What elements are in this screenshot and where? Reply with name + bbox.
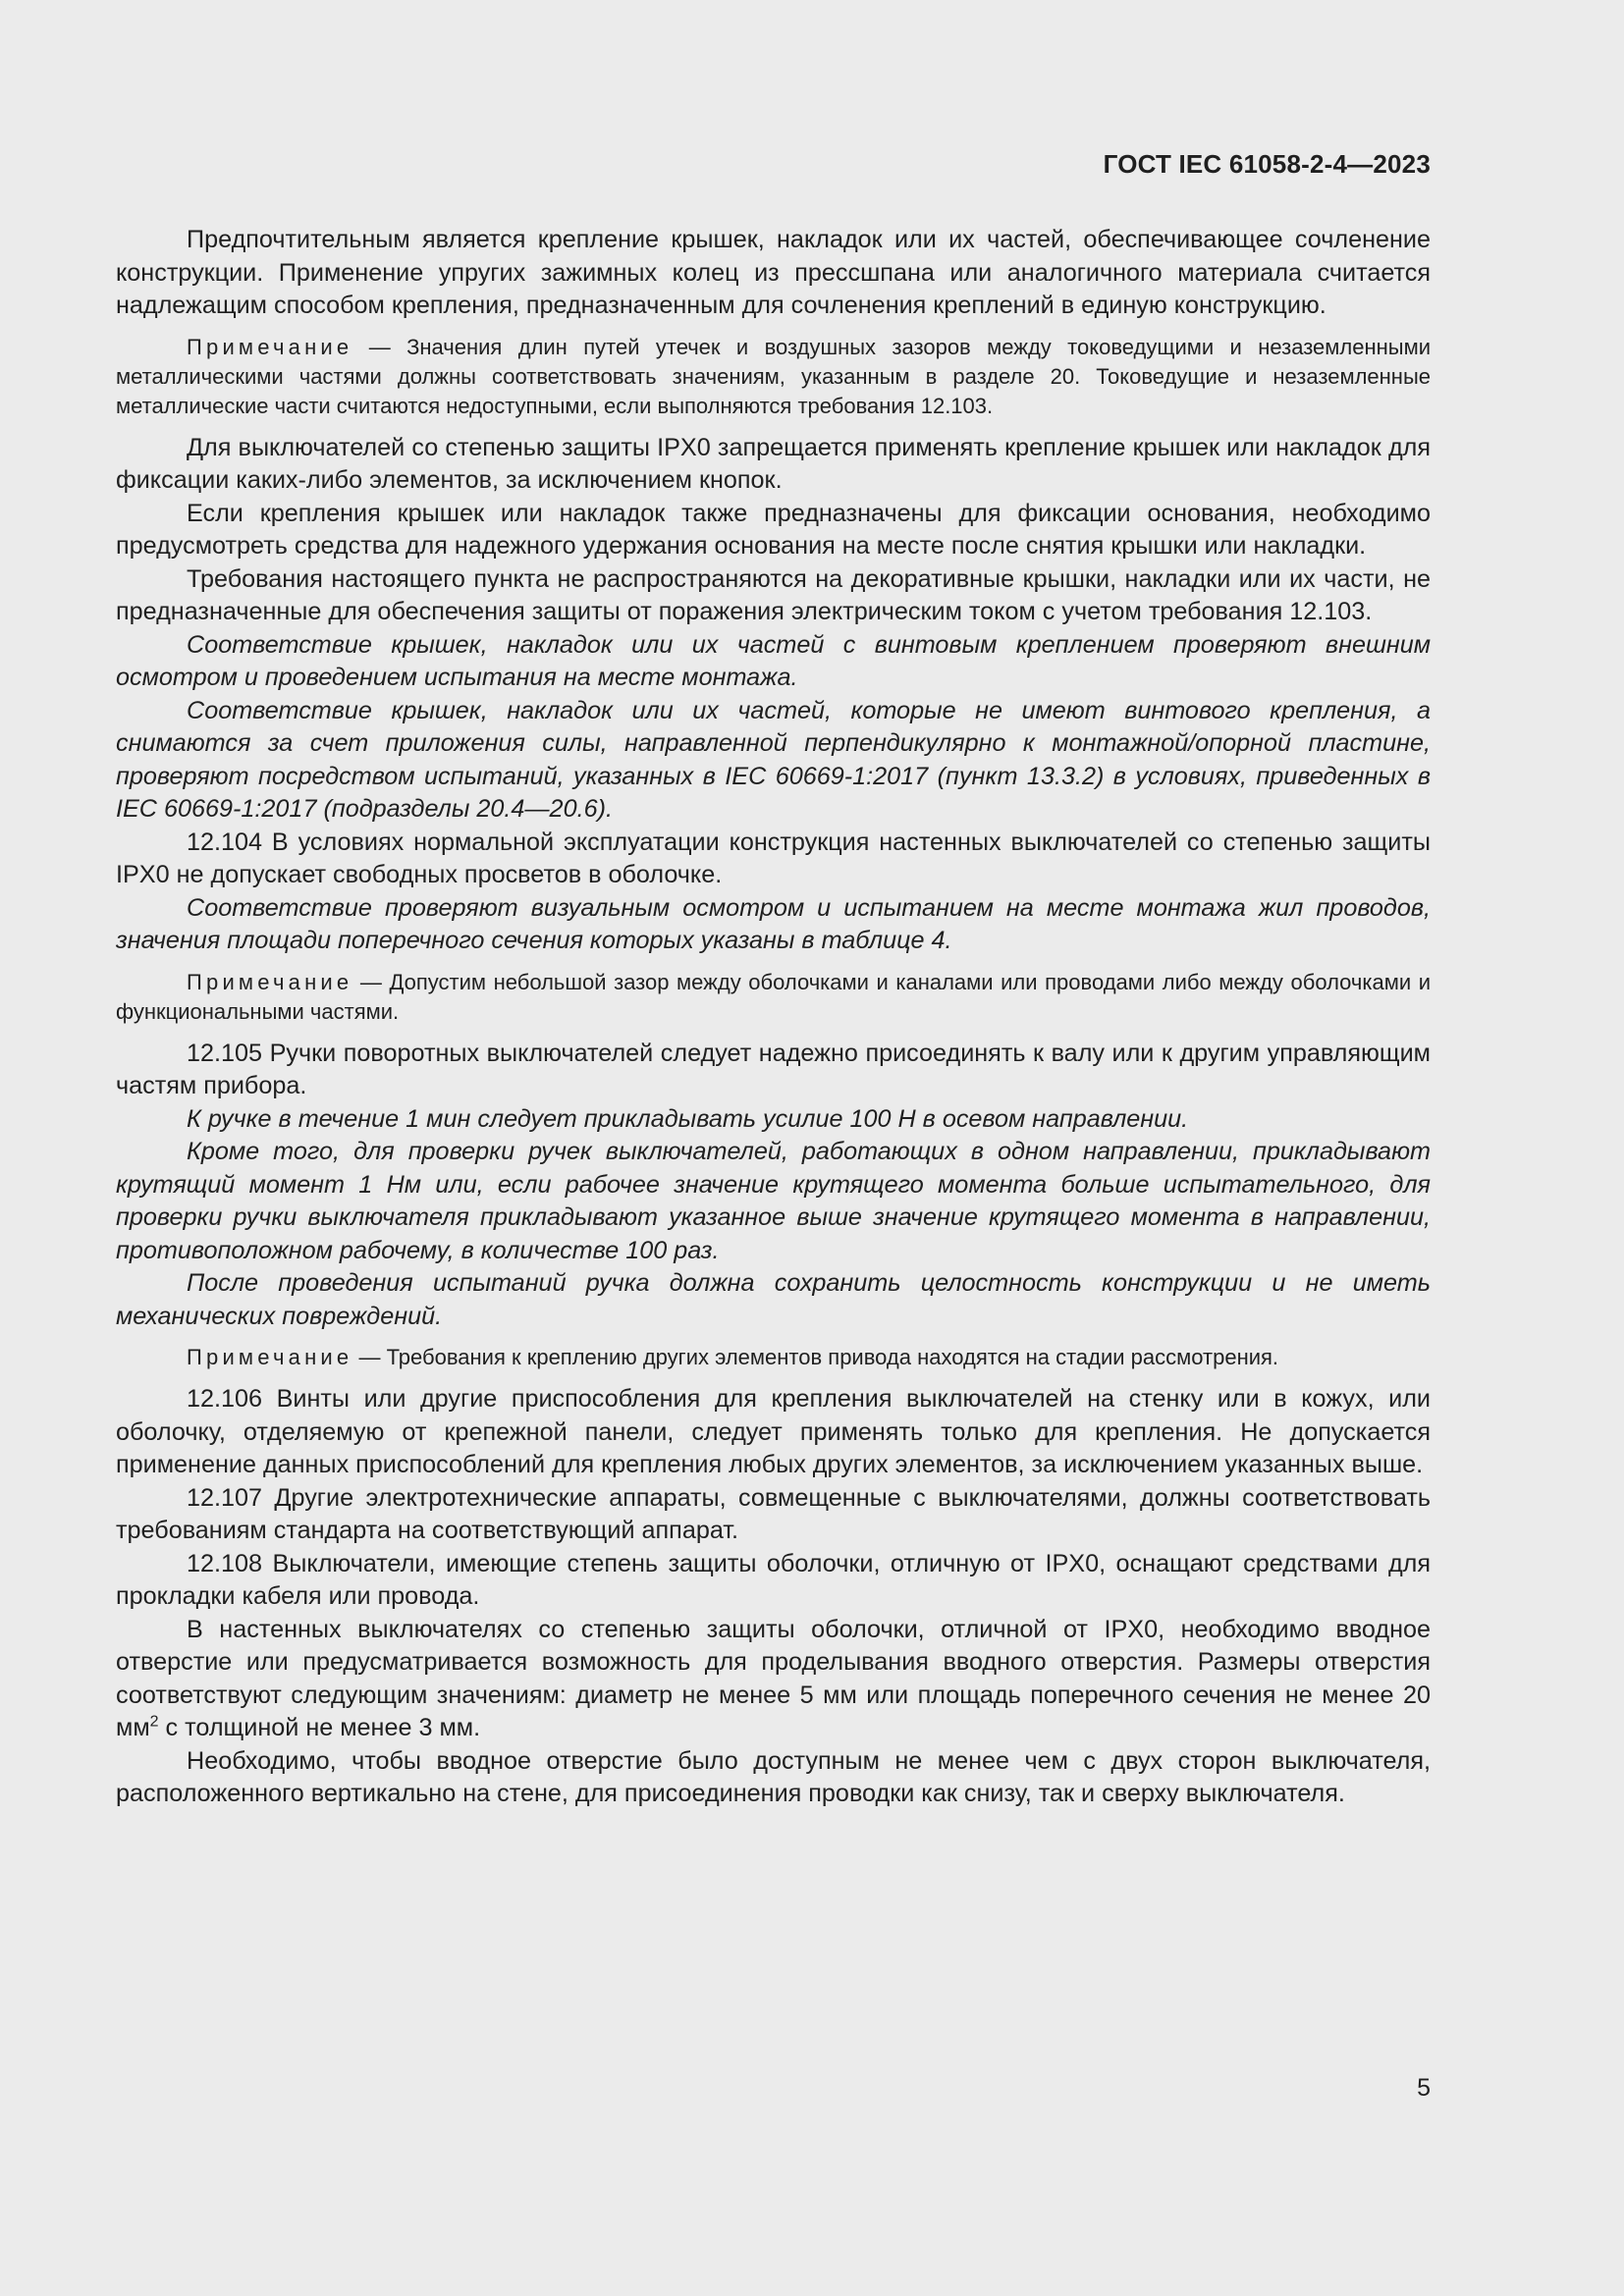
- paragraph-text: В настенных выключателях со степенью защиты оболочки, отличной от IPX0, необходимо вводное отверстие или предусматривается возможность для проделывания вводного отверстия. Размеры отверстия соответствуют следующим значениям: диаметр не менее 5 мм или площадь поперечного сечения не менее 20 мм: [116, 1615, 1431, 1741]
- note-label: Примечание: [187, 1345, 353, 1369]
- page-number: 5: [1417, 2074, 1431, 2102]
- clause-12-105: 12.105 Ручки поворотных выключателей следует надежно присоединять к валу или к другим управляющим частям прибора.: [116, 1039, 1431, 1099]
- paragraph-text: с толщиной не менее 3 мм.: [158, 1714, 481, 1741]
- clause-12-107: 12.107 Другие электротехнические аппараты, совмещенные с выключателями, должны соответствовать требованиям стандарта на соответствующий аппарат.: [116, 1483, 1431, 1544]
- note-text: — Требования к креплению других элементов привода находятся на стадии рассмотрения.: [352, 1345, 1279, 1369]
- note-text: — Допустим небольшой зазор между оболочками и каналами или проводами либо между оболочками и функциональными частями.: [116, 969, 1431, 1024]
- paragraph-test-method: Соответствие проверяют визуальным осмотром и испытанием на месте монтажа жил проводов, значения площади поперечного сечения которых указаны в таблице 4.: [116, 893, 1431, 954]
- paragraph-test-method: После проведения испытаний ручка должна сохранить целостность конструкции и не иметь механических повреждений.: [116, 1269, 1431, 1330]
- note: [116, 1343, 1431, 1372]
- clause-12-106: 12.106 Винты или другие приспособления для крепления выключателей на стенку или в кожух, или оболочку, отделяемую от крепежной панели, следует применять только для крепления. Не допускается применение данных приспособлений для крепления любых других элементов, за исключением указанных выше.: [116, 1385, 1431, 1478]
- superscript: 2: [149, 1713, 159, 1731]
- paragraph: Если крепления крышек или накладок также предназначены для фиксации основания, необходимо предусмотреть средства для надежного удержания основания на месте после снятия крышки или накладки.: [116, 499, 1431, 560]
- paragraph: Для выключателей со степенью защиты IPX0 запрещается применять крепление крышек или накладок для фиксации каких-либо элементов, за исключением кнопок.: [116, 433, 1431, 494]
- paragraph: Необходимо, чтобы вводное отверстие было доступным не менее чем с двух сторон выключателя, расположенного вертикально на стене, для присоединения проводки как снизу, так и сверху выключателя.: [116, 1746, 1431, 1807]
- document-header: ГОСТ IEC 61058-2-4—2023: [1103, 149, 1431, 179]
- paragraph-test-method: Соответствие крышек, накладок или их частей с винтовым креплением проверяют внешним осмотром и проведением испытания на месте монтажа.: [116, 630, 1431, 691]
- note: [116, 333, 1431, 421]
- note-label: Примечание: [187, 334, 353, 359]
- clause-12-104: 12.104 В условиях нормальной эксплуатации конструкция настенных выключателей со степенью защиты IPX0 не допускает свободных просветов в оболочке.: [116, 828, 1431, 888]
- note-label: Примечание: [187, 969, 353, 994]
- paragraph-test-method: Кроме того, для проверки ручек выключателей, работающих в одном направлении, прикладывают крутящий момент 1 Нм или, если рабочее значение крутящего момента больше испытательного, для проверки ручки выключателя прикладывают указанное выше значение крутящего момента в направлении, противоположном рабочему, в количестве 100 раз.: [116, 1138, 1431, 1264]
- paragraph: [116, 1614, 1431, 1745]
- note: [116, 968, 1431, 1027]
- clause-12-108: 12.108 Выключатели, имеющие степень защиты оболочки, отличную от IPX0, оснащают средствами для прокладки кабеля или провода.: [116, 1549, 1431, 1610]
- paragraph-test-method: К ручке в течение 1 мин следует прикладывать усилие 100 Н в осевом направлении.: [187, 1104, 1189, 1133]
- paragraph-test-method: Соответствие крышек, накладок или их частей, которые не имеют винтового крепления, а снимаются за счет приложения силы, направленной перпендикулярно к монтажной/опорной пластине, проверяют посредством испытаний, указанных в IEC 60669-1:2017 (пункт 13.3.2) в условиях, приведенных в IEC 60669-1:2017 (подразделы 20.4—20.6).: [116, 696, 1431, 823]
- page-content: [116, 224, 1431, 1811]
- paragraph: Предпочтительным является крепление крышек, накладок или их частей, обеспечивающее сочленение конструкции. Применение упругих зажимных колец из прессшпана или аналогичного материала считается надлежащим способом крепления, предназначенным для сочленения креплений в единую конструкцию.: [116, 226, 1431, 319]
- paragraph: Требования настоящего пункта не распространяются на декоративные крышки, накладки или их части, не предназначенные для обеспечения защиты от поражения электрическим током с учетом требования 12.103.: [116, 564, 1431, 625]
- note-text: — Значения длин путей утечек и воздушных зазоров между токоведущими и незаземленными металлическими частями должны соответствовать значениям, указанным в разделе 20. Токоведущие и незаземленные металлические части считаются недоступными, если выполняются требования 12.103.: [116, 334, 1431, 418]
